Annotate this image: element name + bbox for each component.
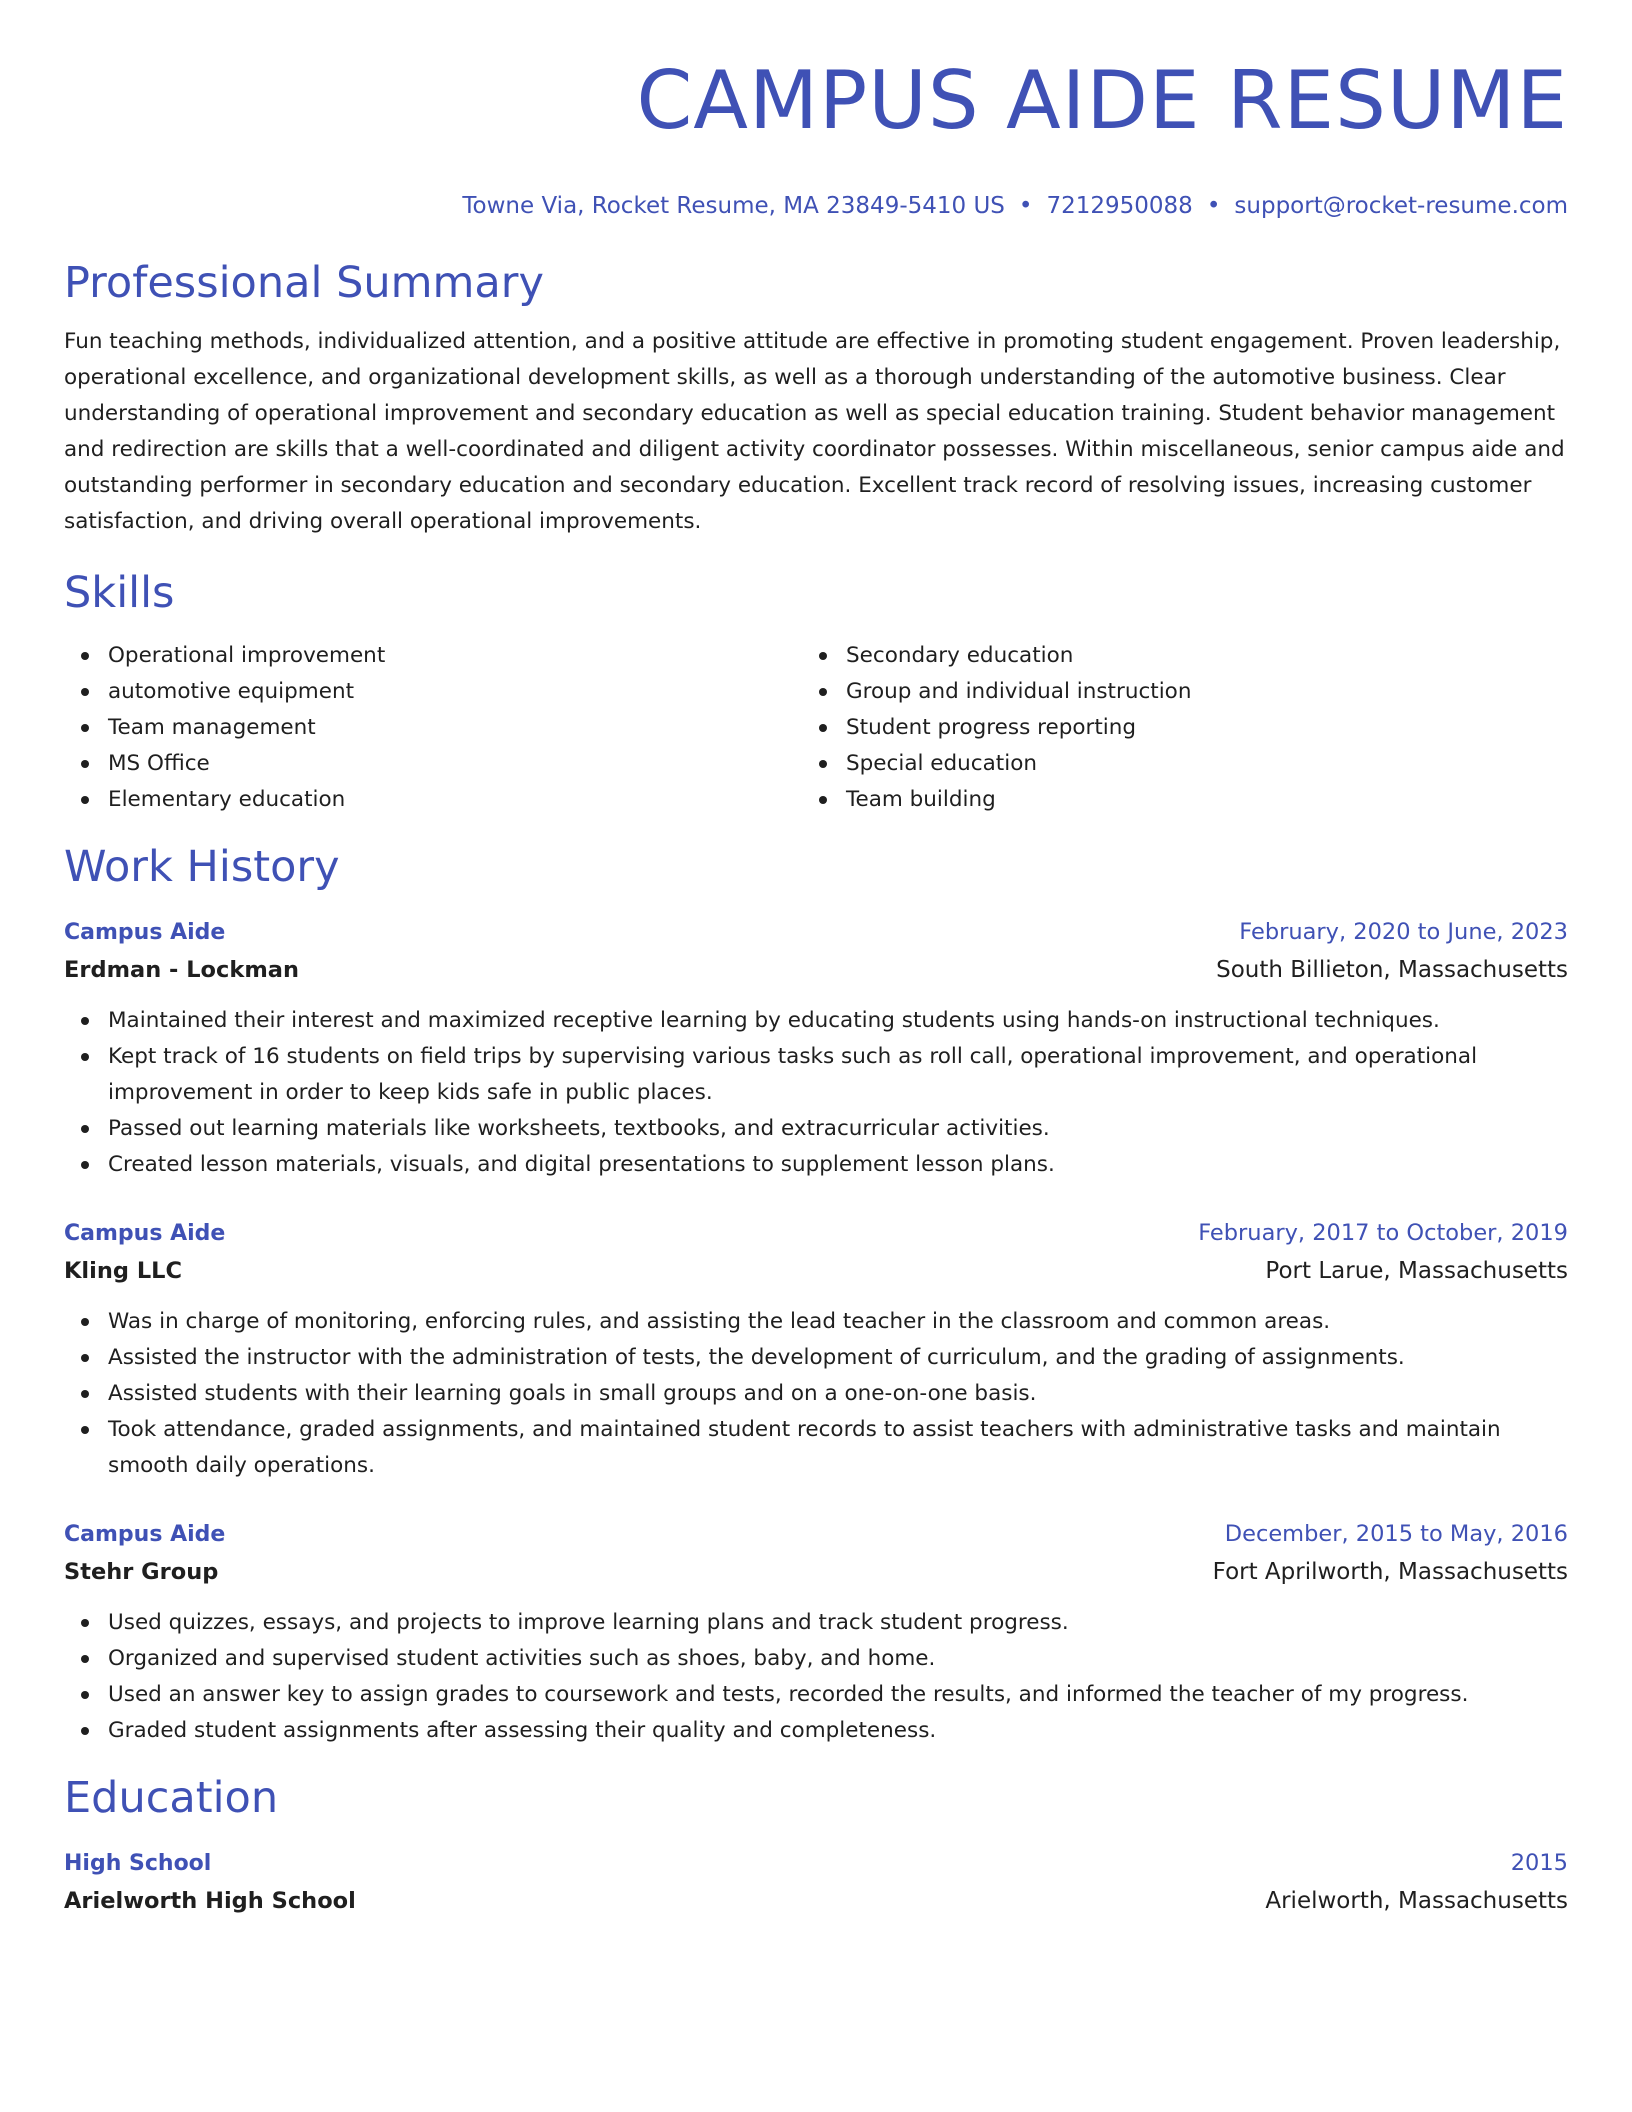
education-heading: Education bbox=[64, 1773, 279, 1823]
job-dates: February, 2017 to October, 2019 bbox=[1198, 1220, 1568, 1246]
education-entry bbox=[64, 1845, 1568, 1920]
skill-item: MS Office bbox=[64, 746, 802, 782]
contact-email[interactable]: support@rocket-resume.com bbox=[1234, 193, 1568, 219]
job-dates: December, 2015 to May, 2016 bbox=[1224, 1521, 1568, 1547]
work-entry-header bbox=[64, 914, 1568, 951]
skill-item: Elementary education bbox=[64, 782, 802, 818]
job-bullet: Kept track of 16 students on field trips by supervising various tasks such as roll call, operational improvement, and operational improvement in order to keep kids safe in public places. bbox=[64, 1039, 1568, 1111]
job-location: South Billieton, Massachusetts bbox=[1216, 957, 1568, 983]
contact-separator: • bbox=[1206, 193, 1221, 219]
contact-phone: 7212950088 bbox=[1046, 193, 1193, 219]
work-history-heading: Work History bbox=[64, 842, 340, 892]
job-bullets bbox=[64, 1003, 1568, 1183]
skills-heading: Skills bbox=[64, 568, 175, 618]
education-year: 2015 bbox=[1510, 1850, 1568, 1876]
education-entry-subheader bbox=[64, 1882, 1568, 1920]
job-location: Port Larue, Massachusetts bbox=[1265, 1258, 1568, 1284]
education-entry-header bbox=[64, 1845, 1568, 1882]
skill-item: automotive equipment bbox=[64, 674, 802, 710]
job-bullet: Took attendance, graded assignments, and maintained student records to assist teachers with administrative tasks and maintain smooth daily operations. bbox=[64, 1412, 1568, 1484]
skill-item: Group and individual instruction bbox=[802, 674, 1540, 710]
job-company: Stehr Group bbox=[64, 1559, 219, 1585]
job-bullet: Graded student assignments after assessing their quality and completeness. bbox=[64, 1713, 1568, 1749]
job-role: Campus Aide bbox=[64, 920, 226, 945]
job-company: Kling LLC bbox=[64, 1258, 183, 1284]
education-school: Arielworth High School bbox=[64, 1888, 356, 1914]
skill-item: Operational improvement bbox=[64, 638, 802, 674]
job-bullet: Was in charge of monitoring, enforcing rules, and assisting the lead teacher in the classroom and common areas. bbox=[64, 1304, 1568, 1340]
skills-list-left bbox=[64, 638, 802, 818]
work-entry-header bbox=[64, 1516, 1568, 1553]
work-entry-subheader bbox=[64, 1553, 1568, 1591]
skill-item: Student progress reporting bbox=[802, 710, 1540, 746]
skills-list-right bbox=[802, 638, 1540, 818]
skill-item: Team building bbox=[802, 782, 1540, 818]
job-role: Campus Aide bbox=[64, 1522, 226, 1547]
summary-text: Fun teaching methods, individualized attention, and a positive attitude are effective in promoting student engagement. Proven leadership, operational excellence, and organizational development skills, as well as a thorough understanding of the automotive business. Clear understanding of operational improvement and secondary education as well as special education training. Student behavior management and redirection are skills that a well-coordinated and diligent activity coordinator possesses. Within miscellaneous, senior campus aide and outstanding performer in secondary education and secondary education. Excellent track record of resolving issues, increasing customer satisfaction, and driving overall operational improvements. bbox=[64, 329, 1565, 534]
skill-item: Team management bbox=[64, 710, 802, 746]
work-entry bbox=[64, 1215, 1568, 1484]
education-section bbox=[64, 1771, 1568, 1920]
job-bullets bbox=[64, 1605, 1568, 1749]
skills-section bbox=[64, 566, 1568, 818]
resume-header bbox=[64, 0, 1568, 222]
job-bullet: Used an answer key to assign grades to coursework and tests, recorded the results, and informed the teacher of my progress. bbox=[64, 1677, 1568, 1713]
resume-title: CAMPUS AIDE RESUME bbox=[636, 54, 1568, 147]
job-bullet: Organized and supervised student activities such as shoes, baby, and home. bbox=[64, 1641, 1568, 1677]
skill-item: Special education bbox=[802, 746, 1540, 782]
job-bullets bbox=[64, 1304, 1568, 1484]
education-degree: High School bbox=[64, 1851, 212, 1876]
skills-columns bbox=[64, 638, 1568, 818]
summary-section bbox=[64, 256, 1568, 540]
job-role: Campus Aide bbox=[64, 1221, 226, 1246]
work-entry bbox=[64, 914, 1568, 1183]
summary-heading: Professional Summary bbox=[64, 258, 544, 308]
education-location: Arielworth, Massachusetts bbox=[1265, 1888, 1568, 1914]
work-history-section bbox=[64, 840, 1568, 1749]
job-bullet: Created lesson materials, visuals, and digital presentations to supplement lesson plans. bbox=[64, 1147, 1568, 1183]
job-bullet: Used quizzes, essays, and projects to improve learning plans and track student progress. bbox=[64, 1605, 1568, 1641]
job-location: Fort Aprilworth, Massachusetts bbox=[1212, 1559, 1568, 1585]
work-entry-subheader bbox=[64, 951, 1568, 989]
contact-separator: • bbox=[1018, 193, 1033, 219]
job-dates: February, 2020 to June, 2023 bbox=[1239, 919, 1568, 945]
work-entry-header bbox=[64, 1215, 1568, 1252]
job-bullet: Maintained their interest and maximized receptive learning by educating students using hands-on instructional techniques. bbox=[64, 1003, 1568, 1039]
job-company: Erdman - Lockman bbox=[64, 957, 299, 983]
skill-item: Secondary education bbox=[802, 638, 1540, 674]
contact-address: Towne Via, Rocket Resume, MA 23849-5410 US bbox=[462, 193, 1005, 219]
work-entry-subheader bbox=[64, 1252, 1568, 1290]
job-bullet: Assisted students with their learning goals in small groups and on a one-on-one basis. bbox=[64, 1376, 1568, 1412]
work-entry bbox=[64, 1516, 1568, 1749]
job-bullet: Assisted the instructor with the administration of tests, the development of curriculum, and the grading of assignments. bbox=[64, 1340, 1568, 1376]
job-bullet: Passed out learning materials like worksheets, textbooks, and extracurricular activities. bbox=[64, 1111, 1568, 1147]
contact-line bbox=[64, 190, 1568, 222]
